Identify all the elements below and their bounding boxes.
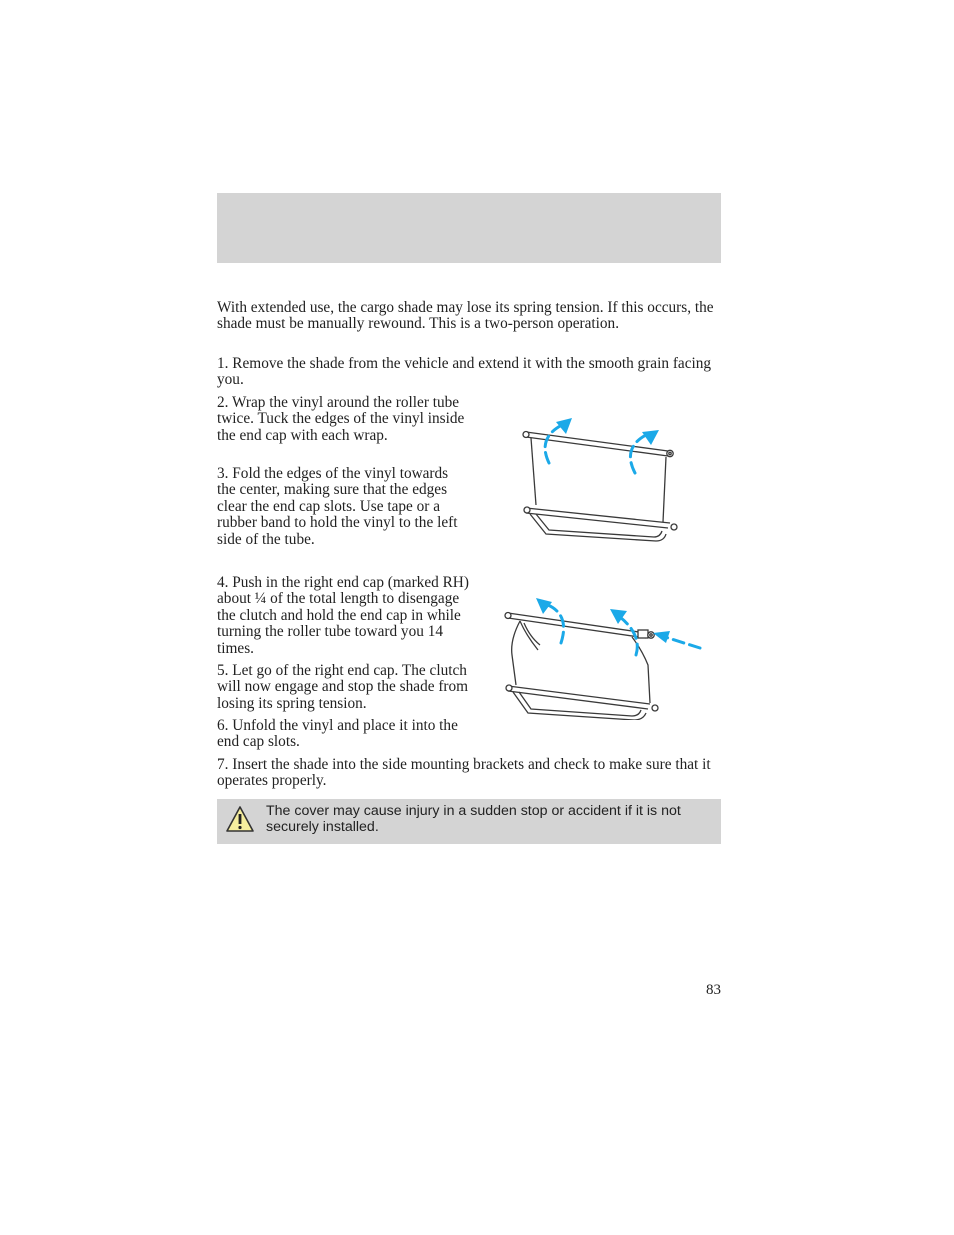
- end-cap-rewind-illustration: [500, 595, 710, 720]
- step-3-text: 3. Fold the edges of the vinyl towards the center, making sure that the edges clear the end cap slots. Use tape or a rubber band to hold the vinyl to the left side of the tube.: [217, 465, 458, 548]
- step-4-text: 4. Push in the right end cap (marked RH) about ¼ of the total length to disengage the clutch and hold the end cap in while turning the roller tube toward you 14 times.: [217, 574, 469, 657]
- warning-triangle-icon: [225, 805, 255, 833]
- step-5-text: 5. Let go of the right end cap. The clutch will now engage and stop the shade from losing its spring tension.: [217, 662, 469, 712]
- warning-text: The cover may cause injury in a sudden stop or accident if it is not securely installed.: [266, 803, 681, 836]
- step-7-text: 7. Insert the shade into the side mounting brackets and check to make sure that it operates properly.: [217, 756, 711, 790]
- step-2-text: 2. Wrap the vinyl around the roller tube twice. Tuck the edges of the vinyl inside the end cap with each wrap.: [217, 394, 465, 444]
- step-1-text: 1. Remove the shade from the vehicle and extend it with the smooth grain facing you.: [217, 355, 712, 389]
- step-6-text: 6. Unfold the vinyl and place it into the end cap slots.: [217, 717, 458, 751]
- intro-paragraph: With extended use, the cargo shade may lose its spring tension. If this occurs, the shade must be manually rewound. This is a two-person operation.: [217, 299, 714, 333]
- section-header-band: [217, 193, 721, 263]
- warning-box: [217, 799, 721, 844]
- wrap-vinyl-illustration: [518, 410, 688, 546]
- page-number: 83: [706, 982, 721, 998]
